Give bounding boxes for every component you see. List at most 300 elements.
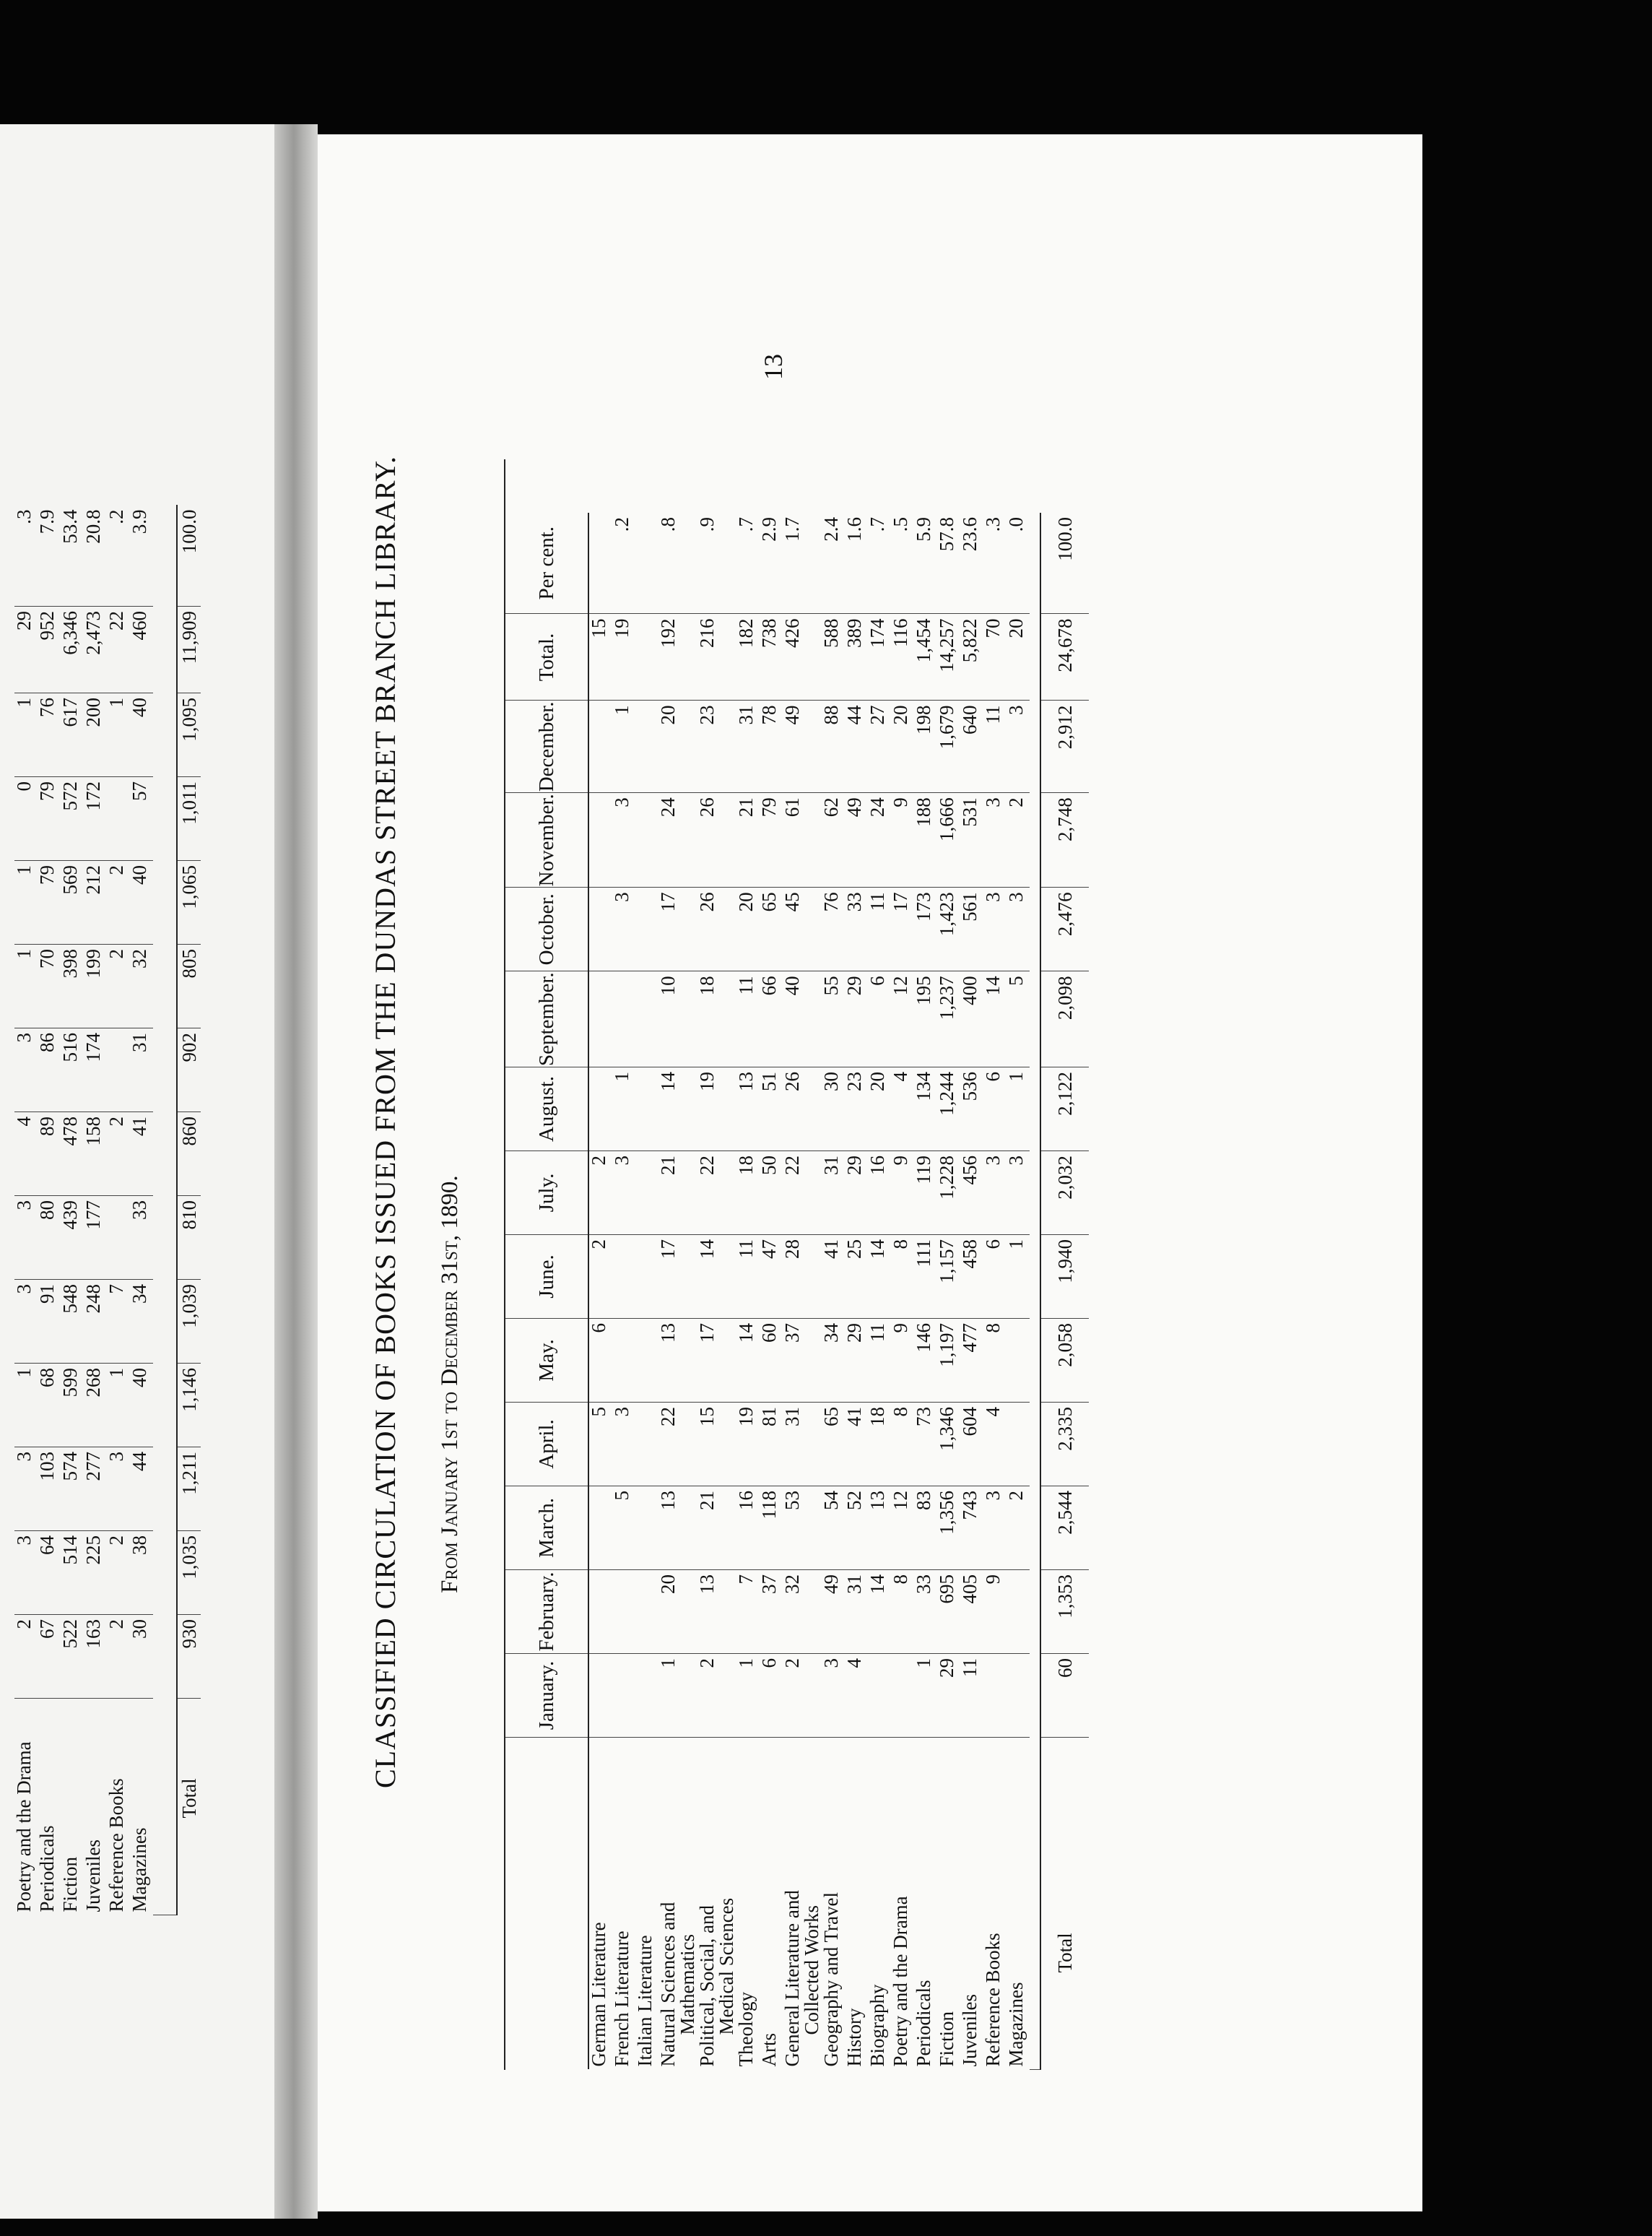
category-cell <box>891 1738 914 2070</box>
total-label <box>177 1699 201 1915</box>
value-cell: 158 <box>84 1112 107 1196</box>
category-cell <box>107 1699 130 1915</box>
category-header <box>505 1738 588 2070</box>
value-cell: 40 <box>783 971 822 1067</box>
value-cell <box>588 513 612 614</box>
value-cell: 16 <box>736 1486 760 1570</box>
value-cell: 29 <box>845 971 868 1067</box>
value-cell <box>635 1151 658 1235</box>
value-cell: 9 <box>891 1319 914 1403</box>
value-cell: 11 <box>736 971 760 1067</box>
value-cell: 2 <box>107 1112 130 1196</box>
column-header: June. <box>505 1235 588 1319</box>
value-cell: 3 <box>822 1654 845 1738</box>
total-value-cell: 1,035 <box>177 1531 201 1615</box>
value-cell: 14 <box>658 1067 697 1151</box>
value-cell: 604 <box>960 1403 983 1486</box>
value-cell: 23 <box>845 1067 868 1151</box>
value-cell: 20.8 <box>84 506 107 607</box>
category-cell <box>736 1738 760 2070</box>
page-subtitle: From January 1st to December 31st, 1890. <box>437 1175 463 1593</box>
value-cell: 456 <box>960 1151 983 1235</box>
value-cell: 3 <box>983 888 1007 971</box>
value-cell: 4 <box>845 1654 868 1738</box>
table-row <box>937 513 960 2070</box>
value-cell: 3 <box>14 1028 38 1112</box>
value-cell: 67 <box>38 1615 61 1699</box>
value-cell <box>588 971 612 1067</box>
category-label: Theology <box>735 1992 757 2067</box>
value-cell: 13 <box>658 1319 697 1403</box>
table-row <box>612 513 635 2070</box>
value-cell <box>635 1319 658 1403</box>
circulation-table <box>505 513 1089 2070</box>
value-cell <box>107 1196 130 1280</box>
value-cell: 30 <box>822 1067 845 1151</box>
book-spine <box>274 124 318 2219</box>
value-cell: 426 <box>783 614 822 701</box>
left-page <box>0 124 274 2219</box>
value-cell: 88 <box>822 701 845 793</box>
value-cell: 17 <box>658 888 697 971</box>
value-cell: 16 <box>868 1151 891 1235</box>
value-cell: 548 <box>61 1280 84 1364</box>
value-cell: 13 <box>868 1486 891 1570</box>
page-title: CLASSIFIED CIRCULATION OF BOOKS ISSUED FROM THE DUNDAS STREET BRANCH LIBRARY. <box>369 455 401 1788</box>
table-row <box>983 513 1007 2070</box>
value-cell: 2.9 <box>760 513 783 614</box>
value-cell: 212 <box>84 861 107 945</box>
value-cell: 19 <box>612 614 635 701</box>
category-cell <box>38 1699 61 1915</box>
value-cell <box>983 1654 1007 1738</box>
total-value-cell: 60 <box>1040 1654 1089 1738</box>
value-cell <box>612 1319 635 1403</box>
value-cell: 40 <box>130 861 153 945</box>
value-cell: 192 <box>658 614 697 701</box>
value-cell: 146 <box>914 1319 937 1403</box>
value-cell: 11 <box>868 888 891 971</box>
value-cell: 1.6 <box>845 513 868 614</box>
category-label: German Literature <box>588 1922 609 2067</box>
category-label: Geography and Travel <box>820 1892 842 2067</box>
value-cell: 3 <box>14 1531 38 1615</box>
category-sublabel: Medical Sciences <box>716 1897 737 2035</box>
value-cell: 81 <box>760 1403 783 1486</box>
value-cell: 33 <box>130 1196 153 1280</box>
value-cell: 49 <box>822 1570 845 1654</box>
value-cell: 89 <box>38 1112 61 1196</box>
value-cell: 1,679 <box>937 701 960 793</box>
total-value-cell: 1,039 <box>177 1280 201 1364</box>
value-cell: 3 <box>612 793 635 888</box>
table-row <box>588 513 612 2070</box>
value-cell: 22 <box>658 1403 697 1486</box>
value-cell: 1,228 <box>937 1151 960 1235</box>
value-cell: 68 <box>38 1364 61 1447</box>
value-cell: 31 <box>736 701 760 793</box>
value-cell: .2 <box>107 506 130 607</box>
value-cell: 1.7 <box>783 513 822 614</box>
left-page-fragment <box>0 182 238 1915</box>
value-cell <box>588 1486 612 1570</box>
right-page <box>318 134 1422 2211</box>
category-cell <box>14 1699 38 1915</box>
value-cell: 1 <box>658 1654 697 1738</box>
value-cell: 3 <box>612 888 635 971</box>
value-cell: 5.9 <box>914 513 937 614</box>
category-cell <box>822 1738 845 2070</box>
total-label <box>1040 1738 1089 2070</box>
value-cell <box>635 1486 658 1570</box>
table-row <box>760 513 783 2070</box>
value-cell: 34 <box>822 1319 845 1403</box>
category-cell <box>612 1738 635 2070</box>
value-cell: 79 <box>760 793 783 888</box>
value-cell: 11 <box>868 1319 891 1403</box>
value-cell: 3.9 <box>130 506 153 607</box>
value-cell: 25 <box>845 1235 868 1319</box>
value-cell: 3 <box>1007 1151 1030 1235</box>
value-cell <box>1007 1403 1030 1486</box>
value-cell: 2 <box>588 1151 612 1235</box>
value-cell: 53 <box>783 1486 822 1570</box>
value-cell: 21 <box>736 793 760 888</box>
value-cell: 14,257 <box>937 614 960 701</box>
category-label: Periodicals <box>36 1825 58 1912</box>
value-cell: 225 <box>84 1531 107 1615</box>
value-cell: 2,473 <box>84 607 107 693</box>
value-cell: 11 <box>736 1235 760 1319</box>
category-cell <box>783 1738 822 2070</box>
value-cell <box>588 1570 612 1654</box>
value-cell <box>635 1570 658 1654</box>
value-cell <box>635 1654 658 1738</box>
value-cell: 389 <box>845 614 868 701</box>
value-cell: 21 <box>658 1151 697 1235</box>
value-cell: 2 <box>783 1654 822 1738</box>
category-label: Natural Sciences and <box>657 1902 679 2067</box>
value-cell: 20 <box>658 1570 697 1654</box>
value-cell: 7.9 <box>38 506 61 607</box>
value-cell: 1 <box>612 1067 635 1151</box>
value-cell <box>891 1654 914 1738</box>
value-cell: 29 <box>845 1319 868 1403</box>
category-label: Poetry and the Drama <box>890 1896 911 2067</box>
value-cell: 6 <box>983 1067 1007 1151</box>
value-cell: 76 <box>822 888 845 971</box>
value-cell <box>107 777 130 861</box>
value-cell <box>612 971 635 1067</box>
value-cell: 2 <box>1007 793 1030 888</box>
page-number: 13 <box>759 354 788 380</box>
category-cell <box>130 1699 153 1915</box>
value-cell <box>588 888 612 971</box>
value-cell: 1,244 <box>937 1067 960 1151</box>
value-cell <box>612 1654 635 1738</box>
total-value-cell: 1,095 <box>177 693 201 777</box>
value-cell <box>635 971 658 1067</box>
gap-cell <box>1030 513 1040 2070</box>
category-cell <box>658 1738 697 2070</box>
circulation-table-body <box>588 513 1089 2070</box>
category-cell <box>61 1699 84 1915</box>
value-cell: 44 <box>130 1447 153 1531</box>
value-cell: 119 <box>914 1151 937 1235</box>
value-cell: 3 <box>983 1151 1007 1235</box>
category-label: Juveniles <box>959 1994 981 2067</box>
total-value-cell: 1,146 <box>177 1364 201 1447</box>
value-cell: 1,237 <box>937 971 960 1067</box>
value-cell: 2 <box>588 1235 612 1319</box>
value-cell: 31 <box>822 1151 845 1235</box>
value-cell: 20 <box>891 701 914 793</box>
category-label: Biography <box>866 1984 888 2067</box>
value-cell: 24 <box>868 793 891 888</box>
value-cell: 118 <box>760 1486 783 1570</box>
category-label: History <box>843 2008 865 2067</box>
value-cell: 57.8 <box>937 513 960 614</box>
value-cell: 3 <box>107 1447 130 1531</box>
value-cell <box>1007 1319 1030 1403</box>
value-cell: 1,157 <box>937 1235 960 1319</box>
table-header-row <box>505 513 588 2070</box>
value-cell: 41 <box>845 1403 868 1486</box>
value-cell: .7 <box>868 513 891 614</box>
total-value-cell: 930 <box>177 1615 201 1699</box>
value-cell: 2 <box>1007 1486 1030 1570</box>
value-cell: .9 <box>697 513 736 614</box>
value-cell <box>635 614 658 701</box>
value-cell: 1 <box>1007 1067 1030 1151</box>
value-cell: 49 <box>783 701 822 793</box>
total-value-cell: 1,011 <box>177 777 201 861</box>
column-header: July. <box>505 1151 588 1235</box>
category-label: Juveniles <box>82 1840 104 1912</box>
value-cell: 1,423 <box>937 888 960 971</box>
value-cell: 572 <box>61 777 84 861</box>
total-value-cell: 2,335 <box>1040 1403 1089 1486</box>
value-cell: 5 <box>588 1403 612 1486</box>
table-row <box>107 506 130 1915</box>
value-cell: 1 <box>914 1654 937 1738</box>
value-cell: 18 <box>736 1151 760 1235</box>
value-cell: 640 <box>960 701 983 793</box>
total-row <box>177 506 201 1915</box>
value-cell: 569 <box>61 861 84 945</box>
value-cell: 40 <box>130 693 153 777</box>
total-value-cell: 2,748 <box>1040 793 1089 888</box>
table-row <box>783 513 822 2070</box>
value-cell: .2 <box>612 513 635 614</box>
column-header: December. <box>505 701 588 793</box>
value-cell <box>635 701 658 793</box>
value-cell: 79 <box>38 861 61 945</box>
value-cell: 195 <box>914 971 937 1067</box>
value-cell: 34 <box>130 1280 153 1364</box>
value-cell: 3 <box>1007 888 1030 971</box>
value-cell: 44 <box>845 701 868 793</box>
category-label: Magazines <box>129 1827 150 1912</box>
value-cell: .7 <box>736 513 760 614</box>
table-row <box>822 513 845 2070</box>
value-cell: 2 <box>14 1615 38 1699</box>
value-cell: 86 <box>38 1028 61 1112</box>
value-cell: 6,346 <box>61 607 84 693</box>
value-cell: 26 <box>697 888 736 971</box>
value-cell: 31 <box>783 1403 822 1486</box>
value-cell: 743 <box>960 1486 983 1570</box>
value-cell: 398 <box>61 945 84 1028</box>
value-cell: 2 <box>107 861 130 945</box>
value-cell: 6 <box>760 1654 783 1738</box>
category-label: Political, Social, and <box>696 1905 718 2067</box>
value-cell: 174 <box>84 1028 107 1112</box>
category-label: Fiction <box>59 1856 81 1912</box>
total-value-cell: 805 <box>177 945 201 1028</box>
value-cell: 0 <box>14 777 38 861</box>
category-label: Fiction <box>936 2011 957 2067</box>
value-cell: 4 <box>983 1403 1007 1486</box>
value-cell: 458 <box>960 1235 983 1319</box>
value-cell: 216 <box>697 614 736 701</box>
value-cell: 57 <box>130 777 153 861</box>
value-cell: 20 <box>868 1067 891 1151</box>
value-cell: 19 <box>697 1067 736 1151</box>
value-cell: 22 <box>783 1151 822 1235</box>
value-cell: 15 <box>697 1403 736 1486</box>
value-cell: 5 <box>1007 971 1030 1067</box>
category-cell <box>84 1699 107 1915</box>
value-cell: 1 <box>14 861 38 945</box>
total-value-cell: 1,940 <box>1040 1235 1089 1319</box>
table-row <box>736 513 760 2070</box>
value-cell: 8 <box>891 1403 914 1486</box>
value-cell: 91 <box>38 1280 61 1364</box>
total-value-cell: 2,058 <box>1040 1319 1089 1403</box>
value-cell: 51 <box>760 1067 783 1151</box>
value-cell: 18 <box>868 1403 891 1486</box>
value-cell: 111 <box>914 1235 937 1319</box>
value-cell: 40 <box>130 1364 153 1447</box>
value-cell: 14 <box>868 1570 891 1654</box>
value-cell: 37 <box>760 1570 783 1654</box>
value-cell: 38 <box>130 1531 153 1615</box>
value-cell: 27 <box>868 701 891 793</box>
value-cell: 47 <box>760 1235 783 1319</box>
value-cell: 3 <box>612 1151 635 1235</box>
value-cell: 1 <box>14 1364 38 1447</box>
category-cell <box>635 1738 658 2070</box>
table-row <box>960 513 983 2070</box>
value-cell: 174 <box>868 614 891 701</box>
value-cell <box>1007 1654 1030 1738</box>
category-cell <box>760 1738 783 2070</box>
value-cell: 13 <box>736 1067 760 1151</box>
value-cell: 1,356 <box>937 1486 960 1570</box>
value-cell: 1 <box>14 945 38 1028</box>
value-cell: 20 <box>658 701 697 793</box>
column-header: Total. <box>505 614 588 701</box>
category-cell <box>845 1738 868 2070</box>
value-cell: 80 <box>38 1196 61 1280</box>
value-cell: 19 <box>736 1403 760 1486</box>
value-cell: .0 <box>1007 513 1030 614</box>
value-cell: 2.4 <box>822 513 845 614</box>
total-value-cell: 100.0 <box>177 506 201 607</box>
value-cell: 31 <box>130 1028 153 1112</box>
total-value-cell: 1,211 <box>177 1447 201 1531</box>
value-cell: 3 <box>14 1196 38 1280</box>
value-cell: 5 <box>612 1486 635 1570</box>
value-cell: 22 <box>697 1151 736 1235</box>
total-value-cell: 24,678 <box>1040 614 1089 701</box>
value-cell: 198 <box>914 701 937 793</box>
value-cell: 588 <box>822 614 845 701</box>
value-cell: 8 <box>891 1570 914 1654</box>
value-cell: 599 <box>61 1364 84 1447</box>
table-row <box>697 513 736 2070</box>
value-cell: 2 <box>107 945 130 1028</box>
value-cell: 277 <box>84 1447 107 1531</box>
value-cell: 3 <box>14 1447 38 1531</box>
value-cell: 55 <box>822 971 845 1067</box>
value-cell: 29 <box>937 1654 960 1738</box>
total-label-text: Total <box>178 1778 200 1819</box>
value-cell: 30 <box>130 1615 153 1699</box>
value-cell: 199 <box>84 945 107 1028</box>
value-cell: 29 <box>845 1151 868 1235</box>
value-cell: 26 <box>697 793 736 888</box>
table-row <box>635 513 658 2070</box>
rotated-page-content <box>318 178 1256 2084</box>
column-header: February. <box>505 1570 588 1654</box>
value-cell: 1 <box>612 701 635 793</box>
value-cell <box>588 701 612 793</box>
table-row <box>891 513 914 2070</box>
value-cell: 18 <box>697 971 736 1067</box>
value-cell: 70 <box>983 614 1007 701</box>
total-value-cell: 2,032 <box>1040 1151 1089 1235</box>
column-header: May. <box>505 1319 588 1403</box>
category-label: Magazines <box>1005 1982 1027 2067</box>
table-gap-row <box>153 506 177 1915</box>
value-cell: 8 <box>891 1235 914 1319</box>
value-cell: 7 <box>736 1570 760 1654</box>
value-cell <box>612 1570 635 1654</box>
value-cell: 66 <box>760 971 783 1067</box>
value-cell: 4 <box>891 1067 914 1151</box>
table-row <box>130 506 153 1915</box>
column-header: November. <box>505 793 588 888</box>
value-cell: 163 <box>84 1615 107 1699</box>
value-cell: 12 <box>891 971 914 1067</box>
table-row <box>868 513 891 2070</box>
value-cell: 1,454 <box>914 614 937 701</box>
value-cell: 49 <box>845 793 868 888</box>
value-cell: 76 <box>38 693 61 777</box>
value-cell: 2 <box>107 1531 130 1615</box>
total-value-cell: 902 <box>177 1028 201 1112</box>
value-cell: 103 <box>38 1447 61 1531</box>
category-label: Arts <box>758 2033 780 2067</box>
column-header: January. <box>505 1654 588 1738</box>
value-cell: 12 <box>891 1486 914 1570</box>
table-row <box>84 506 107 1915</box>
category-cell <box>960 1738 983 2070</box>
value-cell: 2 <box>107 1615 130 1699</box>
value-cell: 53.4 <box>61 506 84 607</box>
